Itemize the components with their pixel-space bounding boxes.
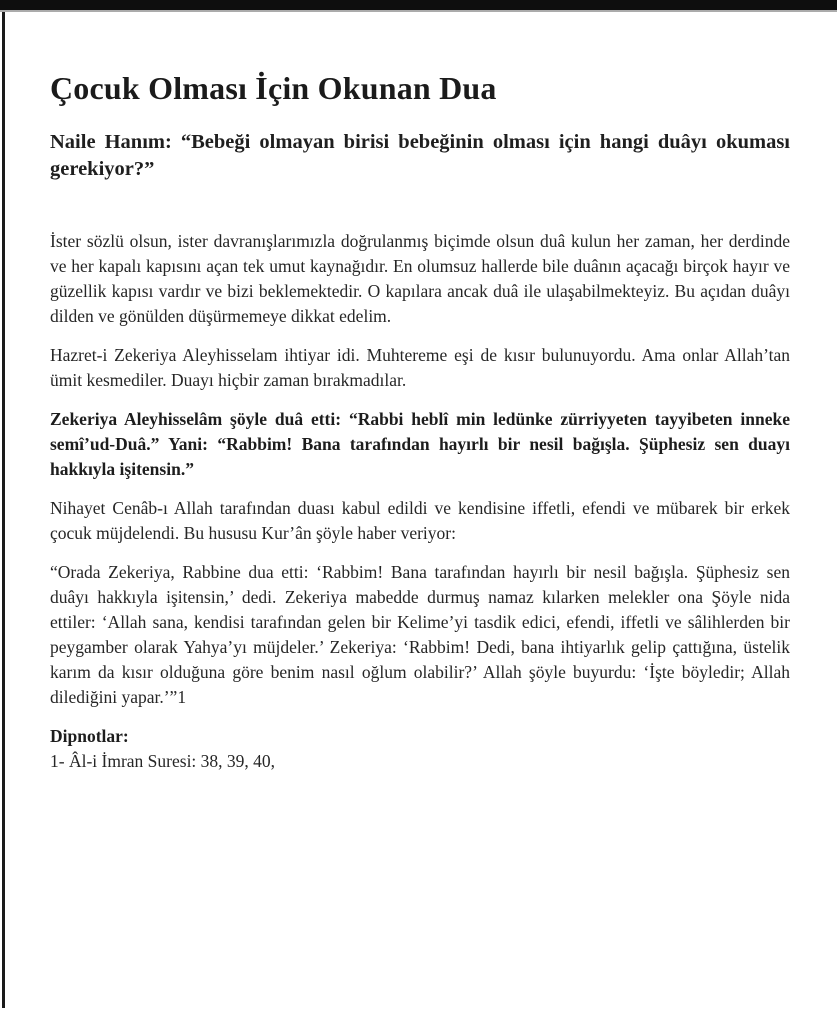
page-title: Çocuk Olması İçin Okunan Dua — [50, 70, 497, 106]
paragraph: İster sözlü olsun, ister davranışlarımızla doğrulanmış biçimde olsun duâ kulun her zaman, her derdinde ve her kapalı kapısını açan tek umut kaynağıdır. En olumsuz hallerde bile duânın açacağı birçok hayır ve güzellik kapısı vardır ve bizi beklemektedir. O kapılara ancak duâ ile ulaşabilmekteyiz. Bu açıdan duâyı dilden ve gönülden düşürmemeye dikkat edelim. — [50, 231, 790, 327]
footnotes-section — [50, 724, 790, 774]
article-body — [50, 229, 790, 710]
article-subtitle-question: Naile Hanım: “Bebeği olmayan birisi bebeğinin olması için hangi duâyı okuması gerekiyor?” — [50, 131, 790, 181]
article-content — [0, 14, 837, 774]
paragraph: Hazret-i Zekeriya Aleyhisselam ihtiyar idi. Muhtereme eşi de kısır bulunuyordu. Ama onlar Allah’tan ümit kesmediler. Duayı hiçbir zaman bırakmadılar. — [50, 345, 790, 391]
paragraph: Nihayet Cenâb-ı Allah tarafından duası kabul edildi ve kendisine iffetli, efendi ve mübarek bir erkek çocuk müjdelendi. Bu hususu Kur’ân şöyle haber veriyor: — [50, 498, 790, 544]
footnotes-heading: Dipnotlar: — [50, 726, 129, 747]
paragraph-quran-quote: “Orada Zekeriya, Rabbine dua etti: ‘Rabbim! Bana tarafından hayırlı bir nesil bağışla. Şüphesiz sen duâyı hakkıyla işitensin,’ dedi. Zekeriya mabedde durmuş namaz kılarken melekler ona Şöyle nida ettiler: ‘Allah sana, kendisi tarafından gelen bir Kelime’yi tasdik edici, efendi, iffetli ve sâlihlerden bir peygamber olarak Yahya’yı müjdeler.’ Zekeriya: ‘Rabbim! Dedi, bana ihtiyarlık gelip çattığına, üstelik karım da kısır olduğuna göre benim nasıl oğlum olabilir?’ Allah şöyle buyurdu: ‘İşte böyledir; Allah dilediğini yapar.’”1 — [50, 562, 790, 708]
footnote-item: 1- Âl-i İmran Suresi: 38, 39, 40, — [50, 751, 276, 772]
top-black-bar — [0, 0, 837, 12]
paragraph-dua-bold: Zekeriya Aleyhisselâm şöyle duâ etti: “Rabbi heblî min ledünke zürriyyeten tayyibeten inneke semî’ud-Duâ.” Yani: “Rabbim! Bana tarafından hayırlı bir nesil bağışla. Şüphesiz sen duayı hakkıyla işitensin.” — [50, 409, 790, 480]
